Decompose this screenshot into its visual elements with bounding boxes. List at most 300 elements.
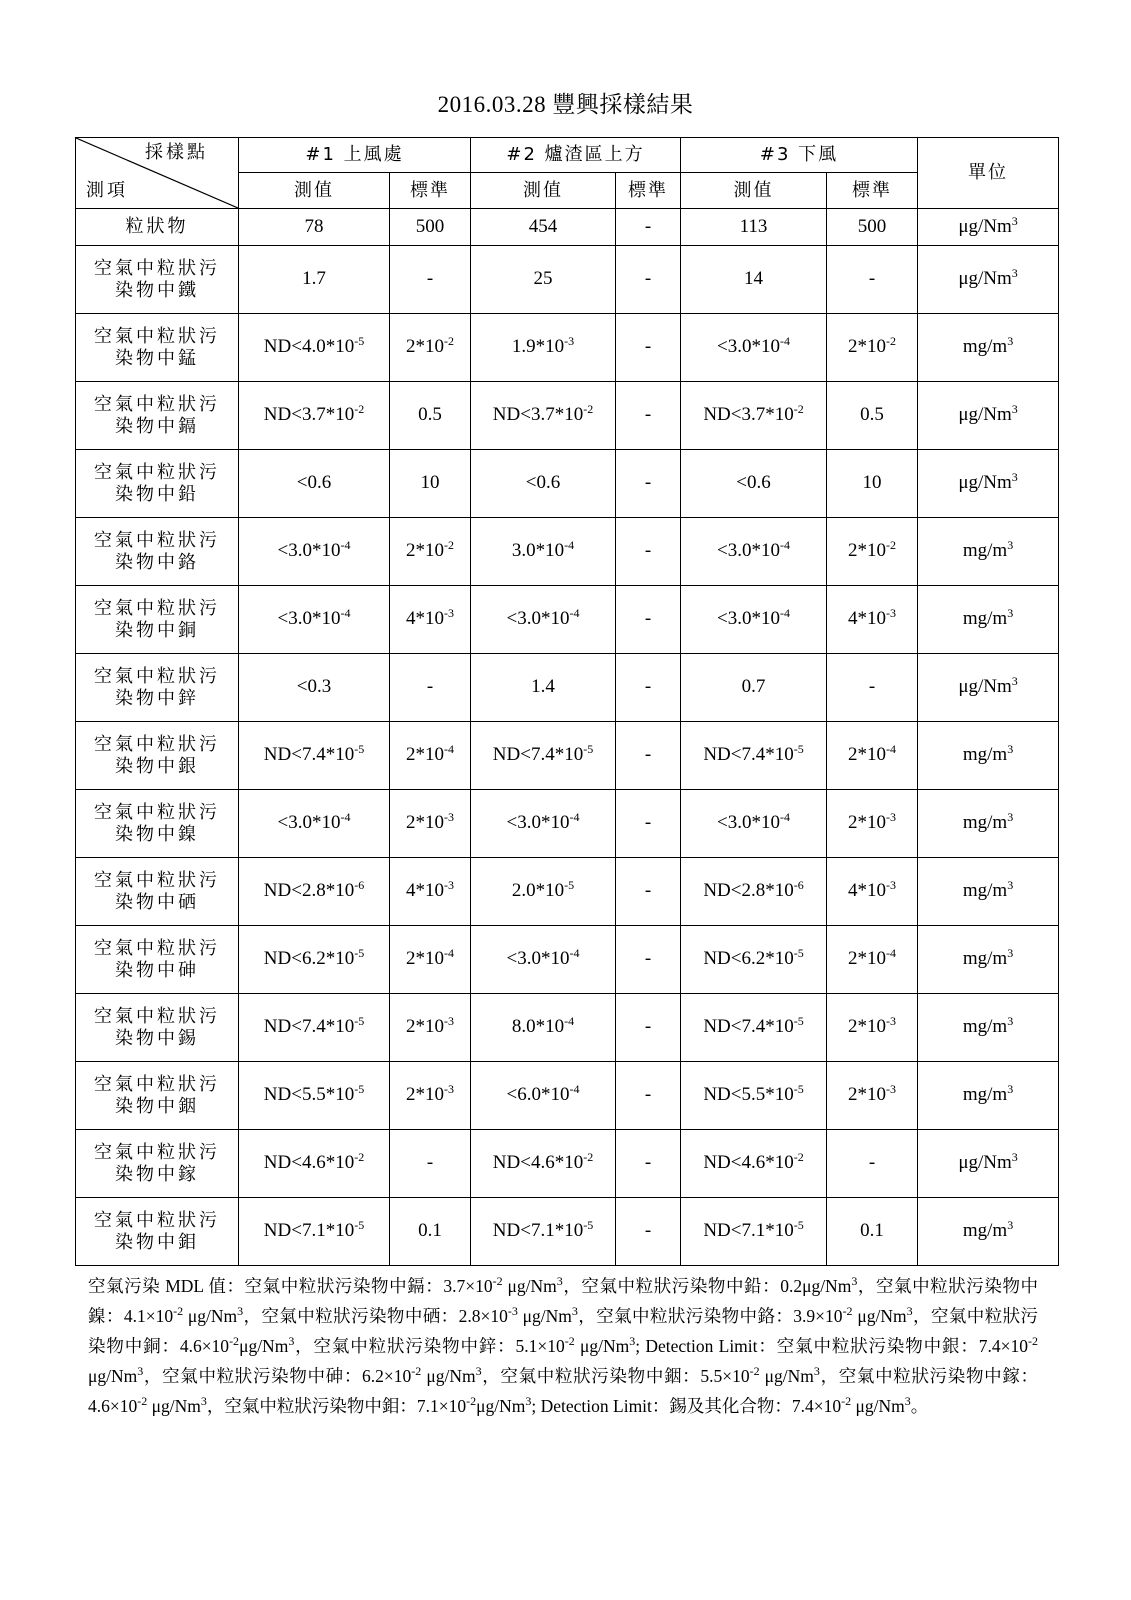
cell-value: mg/m — [962, 1016, 1008, 1038]
cell-value: <3.0*10 — [277, 540, 341, 562]
footnote-exponent: 3 — [200, 1394, 207, 1408]
cell-measured-3 — [681, 246, 827, 314]
cell-exponent: -4 — [340, 538, 351, 553]
cell-value: - — [426, 1152, 434, 1174]
cell-value: ND<7.4*10 — [703, 744, 794, 766]
cell-value: - — [644, 880, 652, 902]
cell-measured-1 — [239, 1198, 390, 1266]
cell-value: mg/m — [962, 336, 1008, 358]
item-name-line: 空氣中粒狀污 — [94, 393, 220, 415]
cell-standard-3 — [827, 209, 918, 246]
footnote-text: μg/Nm — [88, 1366, 138, 1386]
cell-value: mg/m — [962, 948, 1008, 970]
table-row — [76, 722, 1059, 790]
cell-measured-3 — [681, 314, 827, 382]
cell-exponent: -4 — [444, 946, 454, 961]
cell-measured-2 — [471, 926, 616, 994]
cell-value: μg/Nm — [958, 404, 1012, 426]
cell-value: 2*10 — [848, 1016, 887, 1038]
footnote-exponent: 3 — [906, 1304, 913, 1318]
cell-value: ND<6.2*10 — [703, 948, 794, 970]
header-site-2: #2 爐渣區上方 — [471, 138, 681, 173]
cell-value: μg/Nm — [958, 676, 1012, 698]
cell-standard-1 — [390, 1062, 471, 1130]
cell-standard-2 — [616, 518, 681, 586]
cell-value: 10 — [862, 472, 882, 494]
header-standard-3: 標準 — [827, 173, 918, 209]
table-row — [76, 1130, 1059, 1198]
table-row — [76, 926, 1059, 994]
cell-exponent: -4 — [780, 538, 791, 553]
cell-standard-1 — [390, 1198, 471, 1266]
header-site-1: #1 上風處 — [239, 138, 471, 173]
cell-exponent: -2 — [793, 402, 804, 417]
footnote-text: μg/Nm — [851, 1396, 905, 1416]
cell-measured-1 — [239, 314, 390, 382]
header-measured-3: 測值 — [681, 173, 827, 209]
footnote-exponent: 3 — [571, 1304, 578, 1318]
cell-standard-2 — [616, 314, 681, 382]
cell-value: ND<7.4*10 — [703, 1016, 794, 1038]
cell-unit — [918, 654, 1059, 722]
cell-value: ND<3.7*10 — [263, 404, 355, 426]
cell-measured-1 — [239, 586, 390, 654]
cell-standard-1 — [390, 314, 471, 382]
footnote-text: μg/Nm — [502, 1276, 557, 1296]
cell-standard-1 — [390, 858, 471, 926]
cell-unit — [918, 722, 1059, 790]
footnote-exponent: 3 — [475, 1364, 482, 1378]
cell-value: <3.0*10 — [506, 948, 570, 970]
cell-standard-2 — [616, 722, 681, 790]
cell-value: 0.5 — [860, 404, 884, 426]
cell-exponent: -4 — [569, 946, 580, 961]
cell-value: ND<5.5*10 — [263, 1084, 355, 1106]
cell-standard-3 — [827, 654, 918, 722]
cell-value: 25 — [533, 268, 553, 290]
footnote-text: ，空氣中粒狀污染物中銦：5.5×10 — [481, 1366, 750, 1386]
cell-value: 4*10 — [406, 608, 444, 630]
cell-standard-2 — [616, 858, 681, 926]
cell-exponent: -5 — [354, 1082, 365, 1097]
table-row — [76, 314, 1059, 382]
cell-standard-2 — [616, 994, 681, 1062]
footnote-text: ，空氣中粒狀污染物中鋅：5.1×10 — [294, 1336, 565, 1356]
cell-standard-3 — [827, 790, 918, 858]
cell-exponent: -5 — [354, 334, 365, 349]
footnote-text: ，空氣中粒狀污染物中鉛：0.2μg/Nm — [562, 1276, 852, 1296]
cell-standard-3 — [827, 382, 918, 450]
cell-measured-1 — [239, 858, 390, 926]
footnote-exponent: 3 — [237, 1304, 244, 1318]
cell-value: ND<7.4*10 — [492, 744, 584, 766]
cell-value: <3.0*10 — [717, 812, 781, 834]
cell-standard-2 — [616, 1062, 681, 1130]
cell-unit — [918, 246, 1059, 314]
footnote-text: μg/Nm — [517, 1306, 572, 1326]
cell-value: μg/Nm — [958, 472, 1012, 494]
cell-measured-3 — [681, 926, 827, 994]
cell-measured-2 — [471, 1130, 616, 1198]
row-item-name — [76, 654, 239, 722]
cell-value: 14 — [744, 268, 764, 290]
cell-measured-1 — [239, 722, 390, 790]
cell-measured-1 — [239, 518, 390, 586]
footnote-exponent: -2 — [466, 1394, 477, 1408]
cell-exponent: -3 — [886, 606, 897, 621]
cell-value: μg/Nm — [958, 215, 1012, 237]
item-name-line: 空氣中粒狀污 — [94, 597, 220, 619]
cell-measured-1 — [239, 382, 390, 450]
cell-standard-3 — [827, 722, 918, 790]
cell-exponent: -4 — [444, 742, 454, 757]
cell-exponent: -5 — [564, 878, 575, 893]
cell-exponent: -3 — [564, 334, 575, 349]
footnote-exponent: 3 — [851, 1274, 858, 1288]
cell-value: ND<7.1*10 — [703, 1220, 794, 1242]
cell-exponent: -3 — [444, 1014, 454, 1029]
table-row — [76, 518, 1059, 586]
row-item-name — [76, 1062, 239, 1130]
cell-exponent: -6 — [793, 878, 804, 893]
cell-exponent: 3 — [1007, 742, 1014, 757]
cell-measured-3 — [681, 1130, 827, 1198]
cell-exponent: -5 — [793, 742, 804, 757]
table-row — [76, 1062, 1059, 1130]
cell-standard-2 — [616, 654, 681, 722]
cell-measured-2 — [471, 314, 616, 382]
cell-exponent: 3 — [1011, 213, 1018, 228]
cell-exponent: -5 — [583, 1218, 594, 1233]
cell-value: - — [644, 540, 652, 562]
cell-value: 2*10 — [406, 812, 444, 834]
cell-standard-3 — [827, 314, 918, 382]
item-name-line: 空氣中粒狀污 — [94, 461, 220, 483]
item-name-line: 染物中鉛 — [115, 483, 199, 505]
cell-value: - — [644, 1084, 652, 1106]
footnote-exponent: -2 — [841, 1394, 852, 1408]
item-name-line: 空氣中粒狀污 — [94, 529, 220, 551]
cell-value: 0.1 — [418, 1220, 442, 1242]
footnote-text: μg/Nm — [183, 1306, 238, 1326]
footnote-text: 。 — [910, 1396, 929, 1416]
cell-measured-1 — [239, 246, 390, 314]
cell-standard-2 — [616, 209, 681, 246]
cell-unit — [918, 1198, 1059, 1266]
cell-measured-3 — [681, 518, 827, 586]
cell-exponent: -5 — [793, 1082, 804, 1097]
cell-measured-2 — [471, 586, 616, 654]
cell-standard-1 — [390, 246, 471, 314]
cell-value: 2*10 — [848, 1084, 887, 1106]
cell-exponent: -2 — [444, 538, 454, 553]
cell-value: <6.0*10 — [506, 1084, 570, 1106]
cell-standard-3 — [827, 926, 918, 994]
footnote-exponent: 3 — [288, 1334, 295, 1348]
row-item-name — [76, 1198, 239, 1266]
cell-standard-1 — [390, 994, 471, 1062]
cell-exponent: -4 — [564, 1014, 575, 1029]
cell-value: 4*10 — [848, 608, 887, 630]
cell-value: 113 — [739, 215, 768, 237]
cell-measured-3 — [681, 858, 827, 926]
cell-standard-2 — [616, 790, 681, 858]
cell-value: 78 — [304, 215, 324, 237]
header-measured-2: 測值 — [471, 173, 616, 209]
cell-value: ND<6.2*10 — [263, 948, 355, 970]
cell-value: ND<3.7*10 — [492, 404, 584, 426]
row-item-name — [76, 450, 239, 518]
cell-exponent: -3 — [886, 1082, 897, 1097]
cell-value: 8.0*10 — [511, 1016, 565, 1038]
cell-standard-2 — [616, 1198, 681, 1266]
cell-measured-1 — [239, 1062, 390, 1130]
cell-value: ND<7.1*10 — [263, 1220, 355, 1242]
footnote-exponent: -2 — [173, 1304, 184, 1318]
cell-unit — [918, 858, 1059, 926]
footnote-text: ，空氣中粒狀污染物中鎳：4.1×10 — [88, 1276, 1039, 1326]
footnote-text: μg/Nm — [147, 1396, 201, 1416]
cell-value: mg/m — [962, 1084, 1008, 1106]
footnote-exponent: 3 — [137, 1364, 144, 1378]
cell-value: 2*10 — [406, 336, 444, 358]
cell-measured-1 — [239, 790, 390, 858]
cell-exponent: -2 — [886, 538, 897, 553]
cell-exponent: 3 — [1011, 266, 1018, 281]
cell-exponent: -4 — [340, 810, 351, 825]
cell-value: μg/Nm — [958, 1152, 1012, 1174]
item-name-line: 空氣中粒狀污 — [94, 1005, 220, 1027]
item-name-line: 空氣中粒狀污 — [94, 869, 220, 891]
row-item-name — [76, 382, 239, 450]
item-name-line: 空氣中粒狀污 — [94, 733, 220, 755]
cell-value: <3.0*10 — [717, 540, 781, 562]
footnote-exponent: 3 — [629, 1334, 636, 1348]
cell-value: - — [644, 1220, 652, 1242]
footnote-text: μg/Nm — [239, 1336, 289, 1356]
header-unit: 單位 — [918, 138, 1059, 209]
cell-unit — [918, 790, 1059, 858]
footnote-exponent: -3 — [507, 1304, 518, 1318]
item-name-line: 染物中砷 — [115, 959, 199, 981]
cell-standard-1 — [390, 722, 471, 790]
row-item-name — [76, 209, 239, 246]
cell-value: <3.0*10 — [277, 812, 341, 834]
cell-exponent: -4 — [886, 742, 897, 757]
cell-exponent: -6 — [354, 878, 365, 893]
footnote-text: μg/Nm — [852, 1306, 907, 1326]
table-row — [76, 450, 1059, 518]
cell-value: ND<2.8*10 — [703, 880, 794, 902]
cell-value: - — [644, 268, 652, 290]
cell-value: ND<4.6*10 — [263, 1152, 355, 1174]
cell-measured-2 — [471, 382, 616, 450]
cell-exponent: 3 — [1007, 1014, 1014, 1029]
cell-value: mg/m — [962, 540, 1008, 562]
cell-value: 0.1 — [860, 1220, 884, 1242]
cell-standard-1 — [390, 518, 471, 586]
cell-measured-3 — [681, 722, 827, 790]
cell-standard-3 — [827, 1062, 918, 1130]
item-name-line: 染物中銅 — [115, 619, 199, 641]
cell-value: mg/m — [962, 880, 1008, 902]
cell-value: 10 — [420, 472, 440, 494]
results-table — [75, 137, 1059, 1266]
cell-value: 1.9*10 — [511, 336, 565, 358]
cell-value: 3.0*10 — [511, 540, 565, 562]
item-name-line: 染物中鎵 — [115, 1163, 199, 1185]
cell-standard-1 — [390, 790, 471, 858]
item-name-line: 粒狀物 — [125, 216, 189, 238]
table-row — [76, 246, 1059, 314]
cell-exponent: -2 — [583, 402, 594, 417]
cell-exponent: 3 — [1007, 334, 1014, 349]
cell-value: - — [644, 812, 652, 834]
table-row — [76, 209, 1059, 246]
cell-measured-2 — [471, 1198, 616, 1266]
footnote-text: μg/Nm — [421, 1366, 476, 1386]
cell-exponent: 3 — [1011, 674, 1018, 689]
footnote-text: ，空氣中粒狀污染物中鉬：7.1×10 — [206, 1396, 467, 1416]
cell-value: 2*10 — [406, 948, 444, 970]
item-name-line: 空氣中粒狀污 — [94, 1141, 220, 1163]
cell-value: - — [868, 676, 876, 698]
footnote-text: ，空氣中粒狀污染物中砷：6.2×10 — [143, 1366, 412, 1386]
cell-exponent: 3 — [1007, 606, 1014, 621]
header-standard-1: 標準 — [390, 173, 471, 209]
cell-standard-3 — [827, 858, 918, 926]
cell-exponent: -3 — [444, 810, 454, 825]
cell-measured-2 — [471, 654, 616, 722]
cell-value: <0.6 — [296, 472, 332, 494]
cell-exponent: -5 — [354, 1014, 365, 1029]
cell-value: 0.7 — [741, 676, 766, 698]
cell-exponent: -2 — [444, 334, 454, 349]
cell-unit — [918, 450, 1059, 518]
cell-standard-3 — [827, 1198, 918, 1266]
row-item-name — [76, 858, 239, 926]
row-item-name — [76, 246, 239, 314]
cell-exponent: -5 — [583, 742, 594, 757]
cell-value: 2*10 — [406, 744, 444, 766]
cell-exponent: 3 — [1011, 402, 1018, 417]
cell-exponent: -4 — [569, 606, 580, 621]
cell-value: ND<4.6*10 — [492, 1152, 584, 1174]
item-name-line: 空氣中粒狀污 — [94, 1073, 220, 1095]
cell-unit — [918, 209, 1059, 246]
footnote-exponent: -2 — [411, 1364, 422, 1378]
cell-standard-1 — [390, 654, 471, 722]
cell-value: - — [644, 336, 652, 358]
footnote-text: ，空氣中粒狀污染物中硒：2.8×10 — [243, 1306, 508, 1326]
cell-measured-1 — [239, 450, 390, 518]
footnote-text: 空氣污染 MDL 值：空氣中粒狀污染物中鎘：3.7×10 — [88, 1276, 493, 1296]
cell-unit — [918, 382, 1059, 450]
item-name-line: 染物中鐵 — [115, 279, 199, 301]
cell-exponent: -4 — [780, 334, 791, 349]
item-name-line: 空氣中粒狀污 — [94, 325, 220, 347]
cell-value: - — [644, 948, 652, 970]
item-name-line: 空氣中粒狀污 — [94, 665, 220, 687]
cell-value: - — [644, 215, 652, 237]
item-name-line: 染物中鎘 — [115, 415, 199, 437]
cell-value: mg/m — [962, 1220, 1008, 1242]
cell-exponent: -2 — [793, 1150, 804, 1165]
cell-standard-2 — [616, 382, 681, 450]
cell-measured-3 — [681, 654, 827, 722]
cell-value: - — [426, 676, 434, 698]
row-item-name — [76, 314, 239, 382]
cell-value: 2*10 — [848, 948, 887, 970]
cell-exponent: -2 — [886, 334, 897, 349]
header-measured-1: 測值 — [239, 173, 390, 209]
cell-unit — [918, 586, 1059, 654]
cell-value: 1.7 — [302, 268, 326, 290]
cell-unit — [918, 518, 1059, 586]
cell-value: - — [868, 1152, 876, 1174]
cell-standard-2 — [616, 246, 681, 314]
cell-measured-3 — [681, 586, 827, 654]
cell-unit — [918, 994, 1059, 1062]
item-name-line: 空氣中粒狀污 — [94, 801, 220, 823]
row-item-name — [76, 586, 239, 654]
cell-value: 2*10 — [406, 540, 444, 562]
cell-unit — [918, 1062, 1059, 1130]
page-title: 2016.03.28 豐興採樣結果 — [437, 92, 694, 117]
item-name-line: 空氣中粒狀污 — [94, 1209, 220, 1231]
cell-exponent: -2 — [354, 402, 365, 417]
cell-measured-1 — [239, 994, 390, 1062]
item-name-line: 染物中銦 — [115, 1095, 199, 1117]
table-row — [76, 1198, 1059, 1266]
cell-value: 500 — [857, 215, 887, 237]
footnote-text: ，空氣中粒狀污染物中鎵：4.6×10 — [88, 1366, 1039, 1416]
cell-standard-1 — [390, 209, 471, 246]
cell-value: 454 — [528, 215, 558, 237]
footnote-text: ，空氣中粒狀污染物中銅：4.6×10 — [88, 1306, 1039, 1356]
cell-value: - — [644, 404, 652, 426]
cell-standard-2 — [616, 586, 681, 654]
cell-standard-2 — [616, 926, 681, 994]
footnote-text: ，空氣中粒狀污染物中鉻：3.9×10 — [577, 1306, 843, 1326]
footnote-text: ; Detection Limit：空氣中粒狀污染物中銀：7.4×10 — [635, 1336, 1028, 1356]
item-name-line: 染物中硒 — [115, 891, 199, 913]
cell-measured-3 — [681, 790, 827, 858]
footnote-exponent: -2 — [137, 1394, 148, 1408]
cell-exponent: 3 — [1007, 1218, 1014, 1233]
cell-unit — [918, 314, 1059, 382]
cell-exponent: -2 — [583, 1150, 594, 1165]
cell-value: - — [644, 1152, 652, 1174]
cell-value: mg/m — [962, 744, 1008, 766]
cell-measured-2 — [471, 450, 616, 518]
footnote-exponent: -2 — [492, 1274, 503, 1288]
cell-value: - — [644, 472, 652, 494]
cell-value: - — [426, 268, 434, 290]
footnote-exponent: -2 — [842, 1304, 853, 1318]
cell-standard-1 — [390, 450, 471, 518]
cell-measured-2 — [471, 790, 616, 858]
cell-standard-3 — [827, 1130, 918, 1198]
cell-measured-3 — [681, 994, 827, 1062]
cell-exponent: 3 — [1007, 878, 1014, 893]
cell-standard-1 — [390, 926, 471, 994]
cell-value: <3.0*10 — [277, 608, 341, 630]
cell-value: - — [644, 1016, 652, 1038]
table-row — [76, 858, 1059, 926]
cell-measured-1 — [239, 209, 390, 246]
cell-measured-3 — [681, 1062, 827, 1130]
